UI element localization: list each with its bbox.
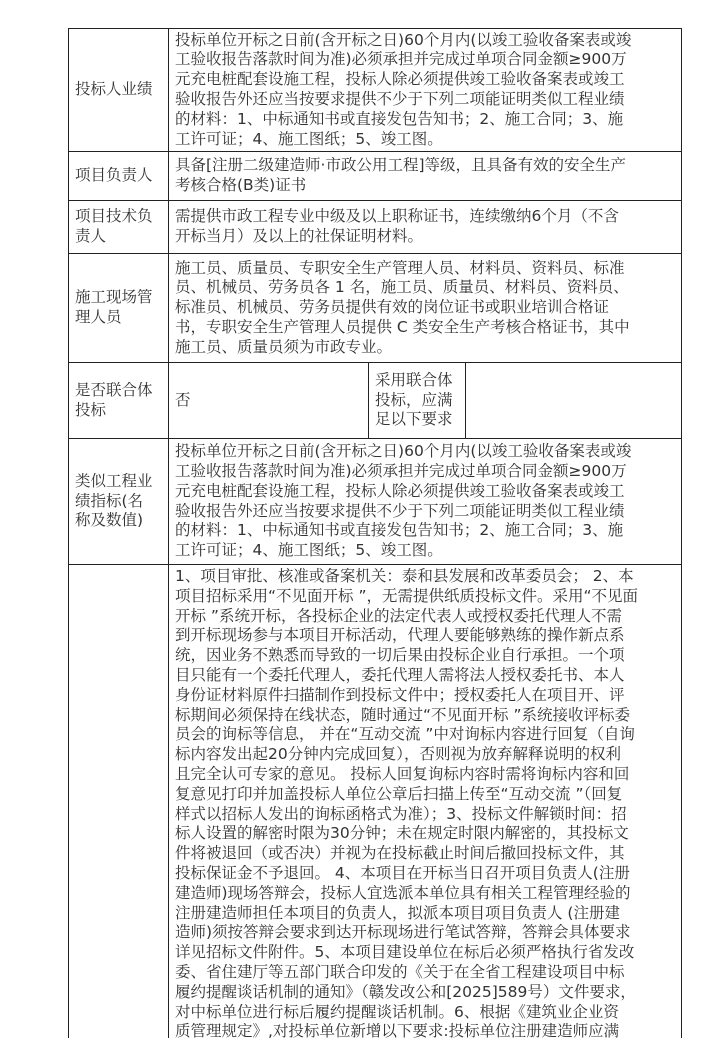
text-line: 的材料：1、中标通知书或直接发包告知书；2、施工合同；3、施 (175, 109, 624, 128)
text-line: 且完全认可专家的意见。 投标人回复询标内容时需将询标内容和回 (175, 764, 630, 783)
joint-bidding-value (168, 363, 368, 438)
text-line: 到开标现场参与本项目开标活动，代理人要能够熟练的操作新点系 (175, 626, 625, 645)
text-line: 1、项目审批、核准或备案机关：泰和县发展和改革委员会； 2、本 (175, 567, 634, 585)
text-line: 委、省住建厅等五部门联合印发的《关于在全省工程建设项目中标 (175, 962, 625, 981)
row-value (168, 29, 682, 151)
text-line: 复意见打印并加盖投标人单位公章后扫描上传至“互动交流 ”（回复 (175, 784, 623, 803)
text-line: 工许可证；4、施工图纸；5、竣工图。 (175, 541, 443, 560)
text-line: 称及数值) (75, 511, 144, 530)
row-value (168, 201, 682, 253)
text-line: 考核合格(B类)证书 (175, 176, 307, 194)
row-value (168, 439, 682, 564)
row-value (168, 254, 682, 362)
text-line: 对中标单位进行标后履约提醒谈话机制。6、根据《建筑业企业资 (175, 1002, 619, 1021)
text-line: 员会的询标等信息， 并在“互动交流 ”中对询标内容进行回复（自询 (175, 725, 635, 744)
text-line: 具备[注册二级建造师·市政公用工程]等级，且具备有效的安全生产 (175, 156, 627, 175)
text-line: 工验收报告落款时间为准)必须承担并完成过单项合同金额≥900万 (175, 50, 627, 69)
text-line: 员、机械员、劳务员各 1 名，施工员、质量员、材料员、资料员、 (175, 278, 629, 297)
text-line: 元充电桩配套设施工程，投标人除必须提供竣工验收备案表或竣工 (175, 481, 625, 500)
text-line: 需提供市政工程专业中级及以上职称证书，连续缴纳6个月（不含 (175, 207, 619, 226)
text-line: 项目招标采用“不见面开标 ”，无需提供纸质投标文件。采用“不见面 (175, 586, 639, 605)
text-line: 施工员、质量员、专职安全生产管理人员、材料员、资料员、标准 (175, 258, 625, 277)
text-line: 标准员、机械员、劳务员提供有效的岗位证书或职业培训合格证 (175, 298, 610, 317)
row-bidder-performance (68, 28, 682, 151)
row-site-management (68, 253, 682, 362)
row-technical-lead (68, 200, 682, 253)
row-value (168, 565, 682, 1041)
text-line: 工许可证；4、施工图纸；5、竣工图。 (175, 129, 443, 148)
text-line: 详见招标文件附件。5、本项目建设单位在标后必须严格执行省发改 (175, 943, 635, 962)
text-line: 理人员 (75, 308, 122, 326)
text-line: 验收报告外还应当按要求提供不少于下列二项能证明类似工程业绩 (175, 90, 625, 108)
row-value (168, 152, 682, 200)
row-label (68, 201, 168, 253)
text-line: 身份证材料原件扫描制作到投标文件中；授权委托人在项目开、评 (175, 685, 625, 704)
text-line: 绩指标(名 (75, 491, 144, 510)
joint-requirements-value (465, 363, 682, 438)
text-line: 目只能有一个委托代理人，委托代理人需将法人授权委托书、本人 (175, 665, 625, 684)
row-label (68, 565, 168, 1038)
text-line: 标期间必须保持在线状态，随时通过“不见面开标 ”系统接收评标委 (175, 705, 630, 724)
text-line: 施工现场管 (75, 288, 153, 307)
text-line: 建造师)现场答辩会，投标人宜选派本单位具有相关工程管理经验的 (175, 883, 631, 902)
joint-requirements-label (368, 363, 465, 438)
text-line: 投标单位开标之日前(含开标之日)60个月内(以竣工验收备案表或竣 (175, 30, 632, 49)
text-line: 责人 (75, 227, 107, 245)
text-line: 投标人业绩 (75, 80, 153, 99)
row-label (68, 152, 168, 200)
text-line: 履约提醒谈话机制的通知》（赣发改公和[2025]589号）文件要求， (175, 982, 636, 1001)
requirements-table (68, 28, 682, 1041)
text-line: 投标，应满 (375, 390, 453, 409)
text-line: 样式以招标人发出的询标函格式为准）；3、投标文件解锁时间：招 (175, 804, 627, 823)
row-label (68, 363, 168, 438)
text-line: 统，因业务不熟悉而导致的一切后果由投标企业自行承担。一个项 (175, 646, 625, 665)
text-line: 投标保证金不予退回。 4、本项目在开标当日召开项目负责人(注册 (175, 863, 630, 882)
text-line: 的材料：1、中标通知书或直接发包告知书；2、施工合同；3、施 (175, 521, 624, 540)
text-line: 件将被退回（或否决）并视为在投标截止时间后撤回投标文件，其 (175, 844, 625, 863)
text-line: 施工员、质量员须为市政专业。 (175, 337, 393, 356)
text-line: 开标 ”系统开标，各投标企业的法定代表人或授权委托代理人不需 (175, 606, 622, 625)
text-line: 投标 (75, 400, 107, 419)
row-other-notes (68, 564, 682, 1041)
text-line: 否 (175, 390, 191, 409)
row-similar-projects (68, 438, 682, 564)
row-label (68, 439, 168, 564)
text-line: 工验收报告落款时间为准)必须承担并完成过单项合同金额≥900万 (175, 461, 627, 480)
text-line: 是否联合体 (75, 380, 153, 399)
text-line: 类似工程业 (75, 471, 153, 490)
text-line: 采用联合体 (375, 370, 453, 389)
text-line: 标内容发出起20分钟内完成回复），否则视为放弃解释说明的权利 (175, 745, 621, 764)
row-joint-bidding (68, 362, 682, 438)
text-line: 开标当月）及以上的社保证明材料。 (175, 227, 424, 245)
row-label (68, 254, 168, 362)
row-label (68, 29, 168, 151)
text-line: 项目负责人 (75, 166, 153, 185)
text-line: 验收报告外还应当按要求提供不少于下列二项能证明类似工程业绩 (175, 501, 625, 520)
text-line: 投标单位开标之日前(含开标之日)60个月内(以竣工验收备案表或竣 (175, 442, 632, 461)
text-line: 注册建造师担任本项目的负责人，拟派本项目项目负责人 (注册建 (175, 903, 620, 922)
text-line: 造师)须按答辩会要求到达开标现场进行笔试答辩，答辩会具体要求 (175, 923, 631, 942)
row-project-manager (68, 151, 682, 200)
text-line: 标人设置的解密时限为30分钟；未在规定时限内解密的，其投标文 (175, 824, 629, 843)
text-line: 元充电桩配套设施工程，投标人除必须提供竣工验收备案表或竣工 (175, 70, 625, 89)
text-line: 项目技术负 (75, 207, 153, 226)
text-line: 书，专职安全生产管理人员提供 C 类安全生产考核合格证书，其中 (175, 317, 630, 336)
text-line: 质管理规定》,对投标单位新增以下要求:投标单位注册建造师应满 (175, 1022, 620, 1041)
text-line: 足以下要求 (375, 410, 453, 429)
